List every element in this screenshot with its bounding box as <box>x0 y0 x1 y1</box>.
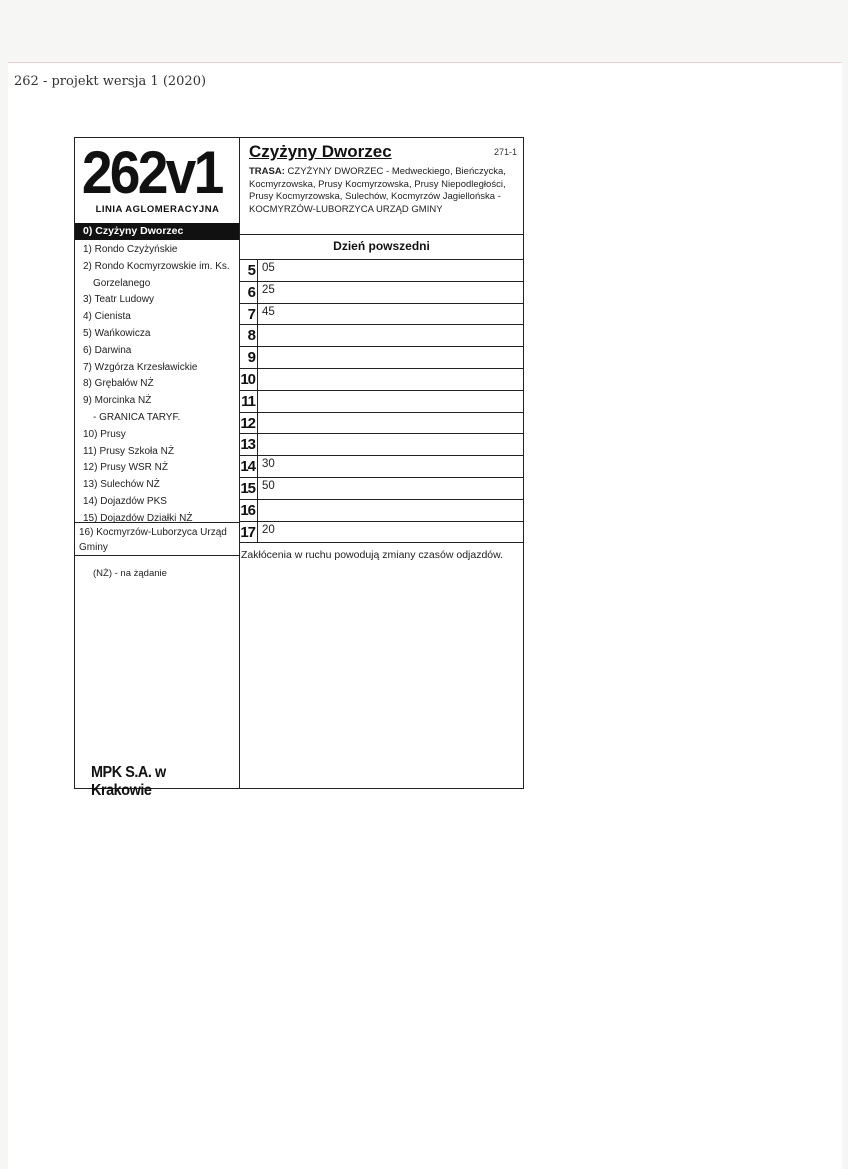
stop-item: 4) Cienista <box>83 311 131 323</box>
hour-number: 8 <box>240 325 258 346</box>
hour-number: 15 <box>240 478 258 499</box>
stop-item: 9) Morcinka NŻ <box>83 395 152 407</box>
hour-row <box>240 434 523 456</box>
current-stop-label: 0) Czyżyny Dworzec <box>75 223 239 240</box>
stop-item: 6) Darwina <box>83 344 132 356</box>
hour-number: 13 <box>240 434 258 455</box>
hour-row <box>240 522 523 544</box>
stop-code: 271-1 <box>493 147 517 157</box>
stop-list <box>83 242 238 528</box>
hour-number: 5 <box>240 260 258 281</box>
hour-row <box>240 325 523 347</box>
stop-item: 11) Prusy Szkoła NŻ <box>83 445 174 457</box>
hour-row <box>240 478 523 500</box>
stop-item: Gorzelanego <box>93 277 151 289</box>
disruption-notice: Zakłócenia w ruchu powodują zmiany czasów odjazdów. <box>241 549 504 561</box>
terminus-stop: 16) Kocmyrzów-Luborzyca Urząd Gminy <box>79 527 227 553</box>
hour-number: 7 <box>240 304 258 325</box>
hour-row <box>240 369 523 391</box>
hour-number: 9 <box>240 347 258 368</box>
hour-row <box>240 304 523 326</box>
hour-row <box>240 456 523 478</box>
departure-minutes: 20 <box>262 523 275 536</box>
stop-item: 15) Dojazdów Działki NŻ <box>83 512 193 524</box>
departure-minutes: 30 <box>262 458 275 471</box>
departure-hours <box>240 260 523 543</box>
hour-row <box>240 260 523 282</box>
hour-number: 6 <box>240 282 258 303</box>
route-description <box>249 166 519 216</box>
hour-row <box>240 391 523 413</box>
hour-number: 16 <box>240 500 258 521</box>
stop-item: 2) Rondo Kocmyrzowskie im. Ks. <box>83 260 230 272</box>
departure-minutes: 50 <box>262 479 275 492</box>
day-type-header: Dzień powszedni <box>240 234 523 260</box>
hour-row <box>240 347 523 369</box>
stop-item: 1) Rondo Czyżyńskie <box>83 244 178 255</box>
line-type: LINIA AGLOMERACYJNA <box>95 204 220 215</box>
tariff-boundary: - GRANICA TARYF. <box>93 411 181 423</box>
hour-row <box>240 282 523 304</box>
document-header-note: 262 - projekt wersja 1 (2020) <box>14 74 207 89</box>
hour-row <box>240 413 523 435</box>
hour-row <box>240 500 523 522</box>
route-text: CZYŻYNY DWORZEC - Medweckiego, Bieńczycka, Kocmyrzowska, Prusy Kocmyrzowska, Prusy Niepodległości, Prusy Kocmyrzowska, Sulechów, Kocmyrzów Jagiellońska - KOCMYRZÓW-LUBORZYCA URZĄD GMINY <box>249 166 506 215</box>
stop-item: 14) Dojazdów PKS <box>83 495 167 507</box>
stop-item: 13) Sulechów NŻ <box>83 479 160 491</box>
operator-name: MPK S.A. w Krakowie <box>91 764 166 799</box>
stop-item: 10) Prusy <box>83 428 126 440</box>
hour-number: 14 <box>240 456 258 477</box>
timetable-sheet <box>74 137 524 799</box>
stop-item: 7) Wzgórza Krzesławickie <box>83 361 198 373</box>
stop-name: Czyżyny Dworzec <box>249 142 392 161</box>
line-info-column <box>75 138 240 799</box>
stop-item: 3) Teatr Ludowy <box>83 294 154 306</box>
hour-number: 11 <box>240 391 258 412</box>
stop-item: 12) Prusy WSR NŻ <box>83 462 169 474</box>
on-request-legend: (NŻ) - na żądanie <box>93 568 167 579</box>
terminus-box <box>75 522 239 556</box>
stop-item: 8) Grębałów NŻ <box>83 378 154 390</box>
departure-minutes: 05 <box>262 262 275 274</box>
schedule-column <box>240 138 523 788</box>
departure-minutes: 25 <box>262 283 275 296</box>
stop-item: 5) Wańkowicza <box>83 327 151 339</box>
hour-number: 12 <box>240 413 258 434</box>
departure-minutes: 45 <box>262 305 275 318</box>
line-number: 262v1 <box>81 139 222 206</box>
hour-number: 10 <box>240 369 258 390</box>
route-label: TRASA: <box>249 166 285 177</box>
hour-number: 17 <box>240 522 258 543</box>
